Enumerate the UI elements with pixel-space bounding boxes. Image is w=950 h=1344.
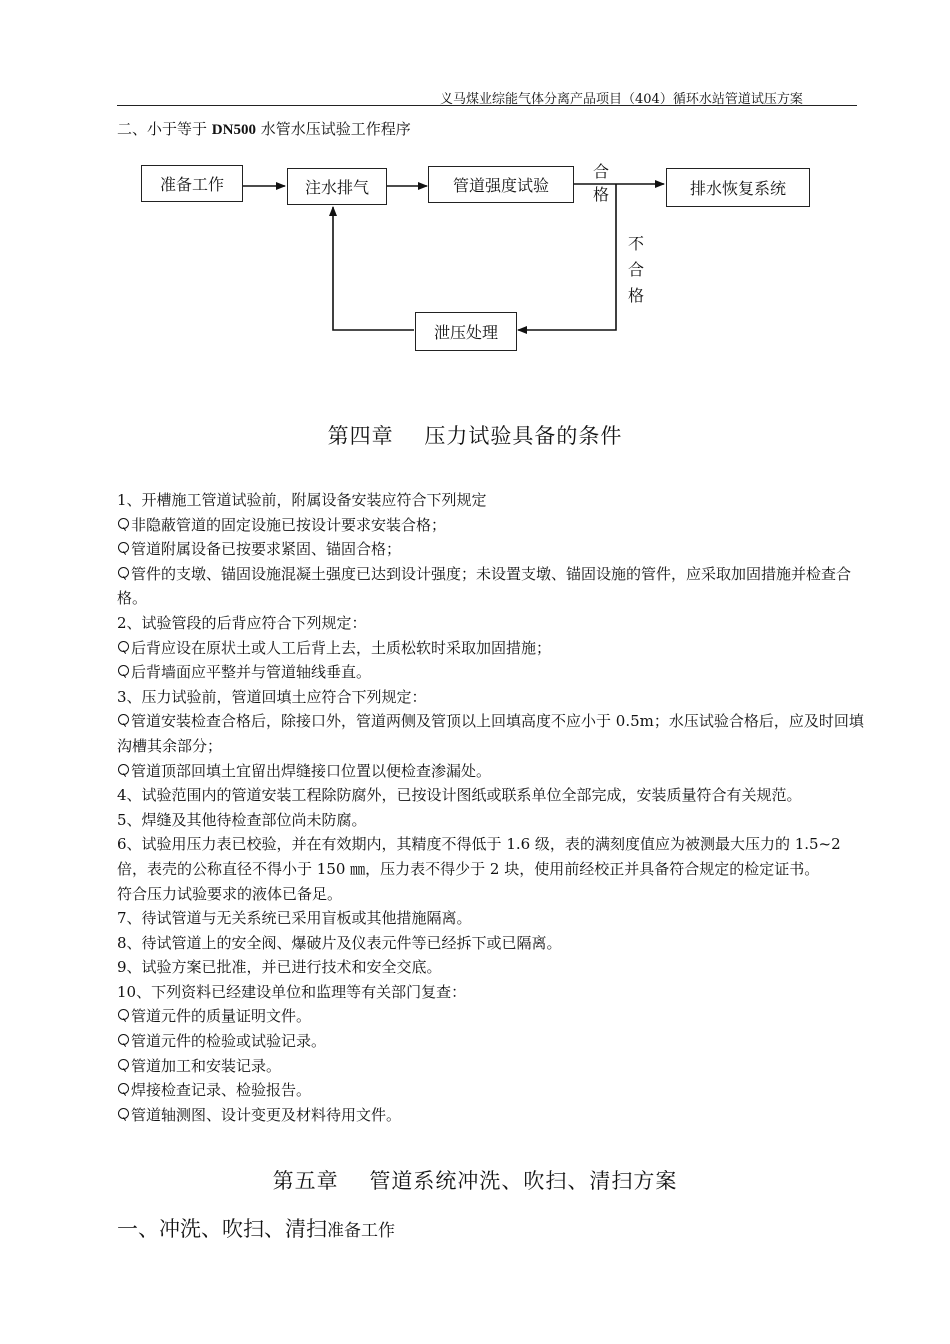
bullet-icon bbox=[117, 518, 130, 531]
chapter-4-title: 第四章 压力试验具备的条件 bbox=[327, 424, 623, 448]
item-text: 管道顶部回填土宜留出焊缝接口位置以便检查渗漏处。 bbox=[131, 761, 492, 780]
bullet-icon bbox=[117, 1059, 130, 1072]
item-text: 管道元件的检验或试验记录。 bbox=[131, 1032, 327, 1051]
bullet-icon bbox=[117, 714, 130, 727]
bullet-item bbox=[117, 1054, 867, 1079]
item-text: 后背墙面应平整并与管道轴线垂直。 bbox=[131, 663, 372, 682]
list-item bbox=[117, 808, 867, 833]
list-item bbox=[117, 611, 867, 636]
conditions-list bbox=[117, 488, 867, 1127]
bullet-item bbox=[117, 1103, 867, 1128]
item-text: 4、试验范围内的管道安装工程除防腐外，已按设计图纸或联系单位全部完成，安装质量符合有关规范。 bbox=[117, 786, 802, 805]
bullet-icon bbox=[117, 665, 130, 678]
bullet-item bbox=[117, 660, 867, 685]
arrow-relief-to-fill bbox=[333, 207, 414, 330]
item-text: 3、压力试验前，管道回填土应符合下列规定： bbox=[117, 687, 427, 706]
list-item bbox=[117, 685, 867, 710]
box-fill-vent: 注水排气 bbox=[287, 168, 387, 205]
label-fail-char: 格 bbox=[627, 286, 644, 305]
subsection-heading-main: 一、冲洗、吹扫、清扫 bbox=[117, 1217, 327, 1241]
bullet-icon bbox=[117, 1034, 130, 1047]
label-fail-char: 不 bbox=[627, 234, 644, 253]
bullet-icon bbox=[117, 764, 130, 777]
item-text: 后背应设在原状土或人工后背上去，土质松软时采取加固措施； bbox=[131, 638, 552, 657]
list-item bbox=[117, 906, 867, 931]
item-text: 非隐蔽管道的固定设施已按设计要求安装合格； bbox=[131, 515, 447, 534]
bullet-item bbox=[117, 1004, 867, 1029]
section-prefix: 二、小于等于 bbox=[117, 120, 212, 138]
bullet-icon bbox=[117, 1083, 130, 1096]
bullet-icon bbox=[117, 1108, 130, 1121]
label-fail-char: 合 bbox=[627, 260, 644, 279]
item-text: 5、焊缝及其他待检查部位尚未防腐。 bbox=[117, 810, 367, 829]
label-pass: 合格 bbox=[593, 162, 610, 204]
item-text: 符合压力试验要求的液体已备足。 bbox=[117, 884, 343, 903]
box-drain-restore: 排水恢复系统 bbox=[666, 168, 810, 207]
item-text: 管道附属设备已按要求紧固、锚固合格； bbox=[131, 540, 402, 559]
label-fail bbox=[627, 231, 645, 309]
list-item bbox=[117, 882, 867, 907]
bullet-item bbox=[117, 537, 867, 562]
box-prep: 准备工作 bbox=[141, 165, 243, 202]
box-pressure-relief: 泄压处理 bbox=[415, 312, 517, 351]
item-text: 管道加工和安装记录。 bbox=[131, 1056, 282, 1075]
bullet-item bbox=[117, 636, 867, 661]
item-text: 管道安装检查合格后，除接口外，管道两侧及管顶以上回填高度不应小于 0.5m；水压试验合格后，应及时回填沟槽其余部分； bbox=[117, 712, 864, 755]
item-text: 9、试验方案已批准，并已进行技术和安全交底。 bbox=[117, 958, 442, 977]
list-item bbox=[117, 783, 867, 808]
list-item bbox=[117, 931, 867, 956]
item-text: 管道轴测图、设计变更及材料待用文件。 bbox=[131, 1105, 402, 1124]
item-text: 管件的支墩、锚固设施混凝土强度已达到设计强度；未设置支墩、锚固设施的管件，应采取加固措施并检查合格。 bbox=[117, 564, 852, 608]
list-item bbox=[117, 980, 867, 1005]
bullet-icon bbox=[117, 542, 130, 555]
subsection-heading-tail: 准备工作 bbox=[327, 1221, 395, 1241]
list-item bbox=[117, 488, 867, 513]
bullet-item bbox=[117, 1029, 867, 1054]
arrow-fail-to-relief bbox=[518, 184, 616, 330]
item-text: 6、试验用压力表已校验，并在有效期内，其精度不得低于 1.6 级，表的满刻度值应为被测最大压力的 1.5~2 倍，表壳的公称直径不得小于 150 ㎜，压力表不得少于 2 块，使用前经校正并具备符合规定的检定证书。 bbox=[117, 835, 841, 878]
bullet-icon bbox=[117, 567, 130, 580]
item-text: 2、试验管段的后背应符合下列规定： bbox=[117, 613, 367, 632]
bullet-icon bbox=[117, 641, 130, 654]
bullet-item bbox=[117, 709, 867, 758]
list-item bbox=[117, 832, 867, 881]
item-text: 管道元件的质量证明文件。 bbox=[131, 1007, 312, 1026]
bullet-icon bbox=[117, 1009, 130, 1022]
bullet-item bbox=[117, 759, 867, 784]
bullet-item bbox=[117, 562, 867, 611]
bullet-item bbox=[117, 1078, 867, 1103]
item-text: 8、待试管道上的安全阀、爆破片及仪表元件等已经拆下或已隔离。 bbox=[117, 933, 562, 952]
box-strength-test: 管道强度试验 bbox=[428, 166, 574, 203]
item-text: 焊接检查记录、检验报告。 bbox=[131, 1081, 312, 1100]
section-suffix: 水管水压试验工作程序 bbox=[255, 120, 411, 138]
subsection-heading bbox=[117, 1213, 395, 1243]
item-text: 10、下列资料已经建设单位和监理等有关部门复查： bbox=[117, 982, 467, 1001]
item-text: 1、开槽施工管道试验前，附属设备安装应符合下列规定 bbox=[117, 491, 487, 509]
item-text: 7、待试管道与无关系统已采用盲板或其他措施隔离。 bbox=[117, 909, 472, 928]
list-item bbox=[117, 955, 867, 980]
header-title: 义马煤业综能气体分离产品项目（404）循环水站管道试压方案 bbox=[440, 92, 803, 107]
bullet-item bbox=[117, 513, 867, 538]
section-code: DN500 bbox=[211, 122, 256, 138]
chapter-5-title: 第五章 管道系统冲洗、吹扫、清扫方案 bbox=[272, 1169, 678, 1193]
